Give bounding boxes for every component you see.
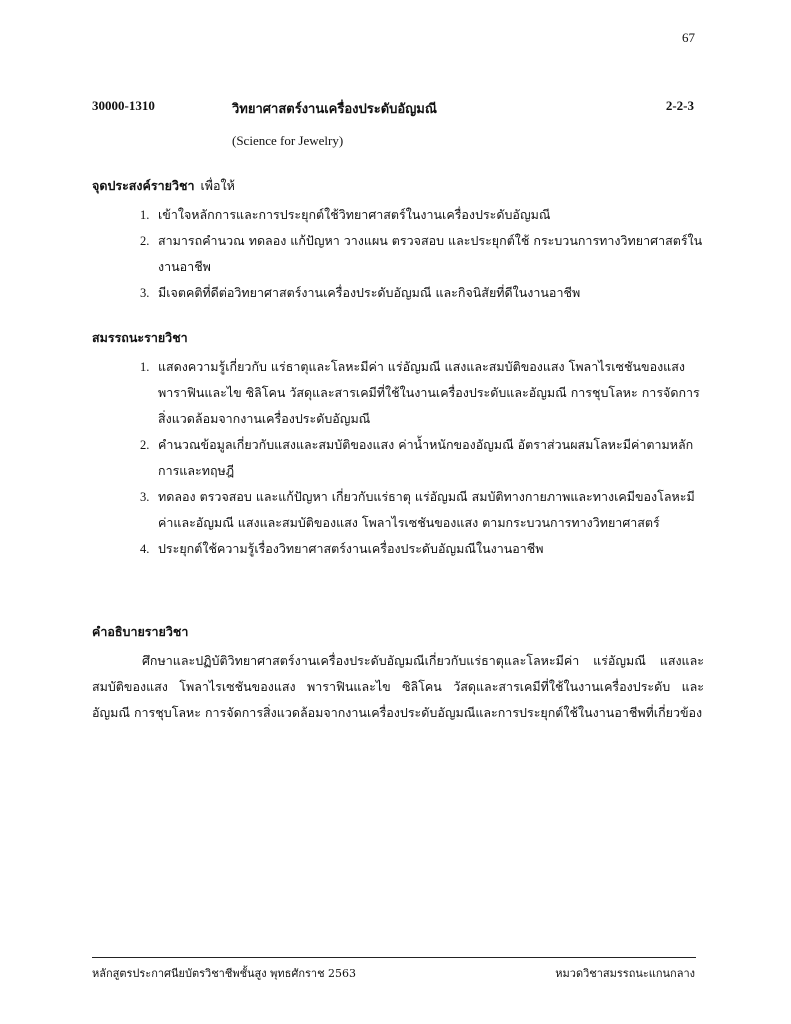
course-code: 30000-1310 xyxy=(92,98,155,113)
course-credits: 2-2-3 xyxy=(665,98,694,113)
item-number: 2. xyxy=(140,438,150,452)
list-item xyxy=(92,280,704,306)
footer-curriculum: หลักสูตรประกาศนียบัตรวิชาชีพชั้นสูง พุทธศักราช 2563 xyxy=(92,967,357,980)
item-text: คำนวณข้อมูลเกี่ยวกับแสงและสมบัติของแสง ค่าน้ำหนักของอัญมณี อัตราส่วนผสมโลหะมีค่าตามหลักการและทฤษฎี xyxy=(158,437,694,478)
course-header xyxy=(92,98,694,120)
description-section xyxy=(92,620,704,726)
objectives-heading-row xyxy=(92,174,704,198)
objectives-section xyxy=(92,174,704,306)
item-number: 3. xyxy=(140,286,150,300)
item-number: 1. xyxy=(140,208,150,222)
objectives-heading: จุดประสงค์รายวิชา xyxy=(92,178,195,193)
item-text: สามารถคำนวณ ทดลอง แก้ปัญหา วางแผน ตรวจสอบ และประยุกต์ใช้ กระบวนการทางวิทยาศาสตร์ในงานอาชีพ xyxy=(158,233,703,274)
list-item xyxy=(92,536,704,562)
item-number: 4. xyxy=(140,542,150,556)
competencies-list xyxy=(92,354,704,562)
list-item xyxy=(92,354,704,432)
item-text: ทดลอง ตรวจสอบ และแก้ปัญหา เกี่ยวกับแร่ธาตุ แร่อัญมณี สมบัติทางกายภาพและทางเคมีของโลหะมีค่าและอัญมณี แสงและสมบัติของแสง โพลาไรเซชันของแสง ตามกระบวนการทางวิทยาศาสตร์ xyxy=(158,489,695,530)
item-text: ประยุกต์ใช้ความรู้เรื่องวิทยาศาสตร์งานเครื่องประดับอัญมณีในงานอาชีพ xyxy=(158,541,544,556)
item-text: มีเจตคติที่ดีต่อวิทยาศาสตร์งานเครื่องประดับอัญมณี และกิจนิสัยที่ดีในงานอาชีพ xyxy=(158,285,581,300)
course-title: วิทยาศาสตร์งานเครื่องประดับอัญมณี xyxy=(232,102,437,117)
description-text: ศึกษาและปฏิบัติวิทยาศาสตร์งานเครื่องประดับอัญมณีเกี่ยวกับแร่ธาตุและโลหะมีค่า แร่อัญมณี แสงและสมบัติของแสง โพลาไรเซชันของแสง พาราฟินและไข ซิลิโคน วัสดุและสารเคมีที่ใช้ในงานเครื่องประดับ และอัญมณี การชุบโลหะ การจัดการสิ่งแวดล้อมจากงานเครื่องประดับอัญมณีและการประยุกต์ใช้ในงานอาชีพที่เกี่ยวข้อง xyxy=(92,653,704,720)
competencies-section xyxy=(92,326,704,562)
item-text: แสดงความรู้เกี่ยวกับ แร่ธาตุและโลหะมีค่า แร่อัญมณี แสงและสมบัติของแสง โพลาไรเซชันของแสง พาราฟินและไข ซิลิโคน วัสดุและสารเคมีที่ใช้ในงานเครื่องประดับและอัญมณี การชุบโลหะ การจัดการสิ่งแวดล้อมจากงานเครื่องประดับอัญมณี xyxy=(158,359,700,426)
list-item xyxy=(92,202,704,228)
list-item xyxy=(92,484,704,536)
footer-divider xyxy=(92,957,696,958)
list-item xyxy=(92,432,704,484)
objectives-list xyxy=(92,202,704,306)
item-number: 2. xyxy=(140,234,150,248)
item-number: 1. xyxy=(140,360,150,374)
competencies-heading: สมรรถนะรายวิชา xyxy=(92,330,188,345)
item-text: เข้าใจหลักการและการประยุกต์ใช้วิทยาศาสตร์ในงานเครื่องประดับอัญมณี xyxy=(158,207,551,222)
description-heading: คำอธิบายรายวิชา xyxy=(92,624,189,639)
list-item xyxy=(92,228,704,280)
page-number: 67 xyxy=(682,30,695,45)
objectives-heading-suffix: เพื่อให้ xyxy=(200,178,235,193)
item-number: 3. xyxy=(140,490,150,504)
footer-category: หมวดวิชาสมรรถนะแกนกลาง xyxy=(555,967,695,980)
course-title-english: (Science for Jewelry) xyxy=(232,133,344,148)
